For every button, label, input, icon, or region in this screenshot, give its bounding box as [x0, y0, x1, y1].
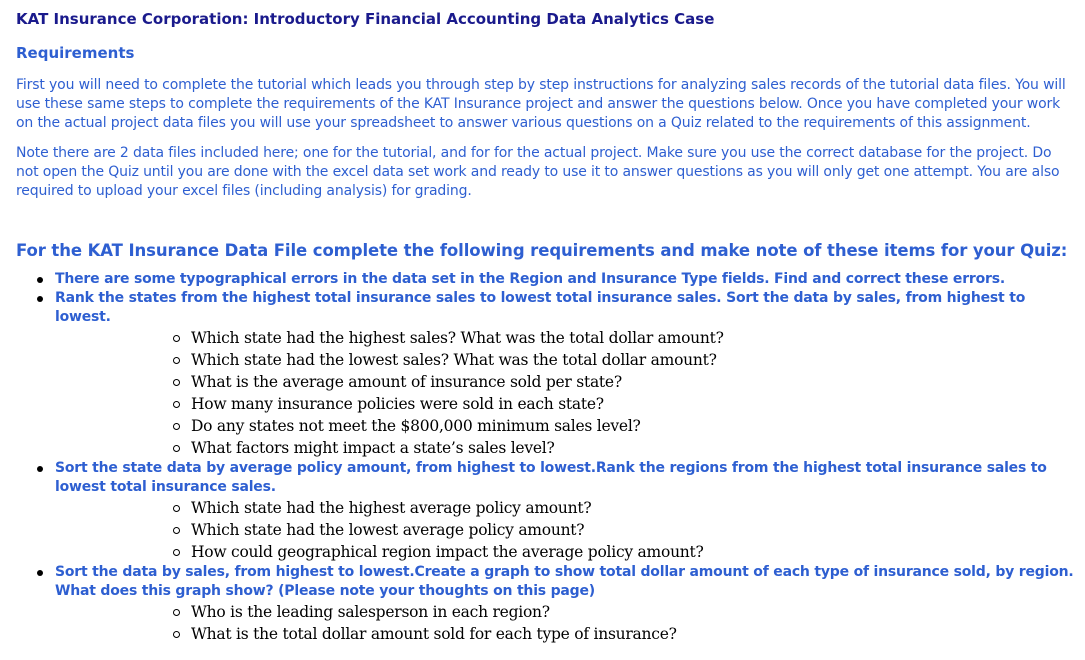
document-title: KAT Insurance Corporation: Introductory Financial Accounting Data Analytics Case — [16, 10, 715, 28]
intro-paragraph-2: Note there are 2 data files included here; one for the tutorial, and for for the actual project. Make sure you use the correct database for the project. Do not open the Quiz until you are done with the excel data set work and ready to use it to answer questions as you will only get one attempt. You are also required to upload your excel files (including analysis) for grading. — [16, 145, 1060, 199]
circle-bullet-icon — [173, 357, 180, 364]
requirement-item — [16, 270, 1076, 289]
question-item — [55, 371, 1076, 393]
question-item — [55, 497, 1076, 519]
question-item — [55, 601, 1076, 623]
intro-paragraph-1: First you will need to complete the tutorial which leads you through step by step instructions for analyzing sales records of the tutorial data files. You will use these same steps to complete the requirements of the KAT Insurance project and answer the questions below. Once you have completed your work on the actual project data files you will use your spreadsheet to answer various questions on a Quiz related to the requirements of this assignment. — [16, 77, 1066, 131]
section-heading: For the KAT Insurance Data File complete the following requirements and make note of these items for your Quiz: — [16, 241, 1068, 260]
question-list — [55, 601, 1076, 645]
question-item — [55, 415, 1076, 437]
question-text: What is the total dollar amount sold for each type of insurance? — [191, 625, 677, 643]
bullet-icon — [37, 570, 43, 576]
requirements-heading: Requirements — [16, 44, 135, 62]
question-item — [55, 541, 1076, 563]
requirement-item — [16, 289, 1076, 459]
question-text: What factors might impact a state’s sales level? — [191, 439, 555, 457]
requirement-text: Sort the data by sales, from highest to lowest.Create a graph to show total dollar amount of each type of insurance sold, by region. What does this graph show? (Please note your thoughts on this page) — [55, 564, 1074, 599]
question-item — [55, 519, 1076, 541]
question-item — [55, 349, 1076, 371]
question-text: Which state had the highest sales? What was the total dollar amount? — [191, 329, 724, 347]
circle-bullet-icon — [173, 549, 180, 556]
circle-bullet-icon — [173, 401, 180, 408]
requirement-text: Rank the states from the highest total insurance sales to lowest total insurance sales. Sort the data by sales, from highest to lowest. — [55, 290, 1026, 325]
question-text: Who is the leading salesperson in each region? — [191, 603, 550, 621]
circle-bullet-icon — [173, 505, 180, 512]
bullet-icon — [37, 466, 43, 472]
document — [16, 8, 1076, 645]
requirement-text: Sort the state data by average policy amount, from highest to lowest.Rank the regions from the highest total insurance sales to lowest total insurance sales. — [55, 460, 1047, 495]
bullet-icon — [37, 296, 43, 302]
question-text: Which state had the highest average policy amount? — [191, 499, 592, 517]
question-item — [55, 327, 1076, 349]
question-text: How many insurance policies were sold in each state? — [191, 395, 604, 413]
circle-bullet-icon — [173, 423, 180, 430]
question-list — [55, 497, 1076, 563]
requirement-text: There are some typographical errors in the data set in the Region and Insurance Type fields. Find and correct these errors. — [55, 271, 1006, 287]
circle-bullet-icon — [173, 445, 180, 452]
question-item — [55, 437, 1076, 459]
question-text: Which state had the lowest average policy amount? — [191, 521, 585, 539]
circle-bullet-icon — [173, 335, 180, 342]
question-item — [55, 393, 1076, 415]
question-text: How could geographical region impact the average policy amount? — [191, 543, 704, 561]
question-text: Which state had the lowest sales? What was the total dollar amount? — [191, 351, 717, 369]
requirement-item — [16, 459, 1076, 563]
question-text: Do any states not meet the $800,000 minimum sales level? — [191, 417, 641, 435]
question-text: What is the average amount of insurance sold per state? — [191, 373, 622, 391]
circle-bullet-icon — [173, 609, 180, 616]
circle-bullet-icon — [173, 379, 180, 386]
circle-bullet-icon — [173, 527, 180, 534]
question-item — [55, 623, 1076, 645]
requirements-list — [16, 270, 1076, 645]
question-list — [55, 327, 1076, 459]
circle-bullet-icon — [173, 631, 180, 638]
bullet-icon — [37, 277, 43, 283]
requirement-item — [16, 563, 1076, 645]
